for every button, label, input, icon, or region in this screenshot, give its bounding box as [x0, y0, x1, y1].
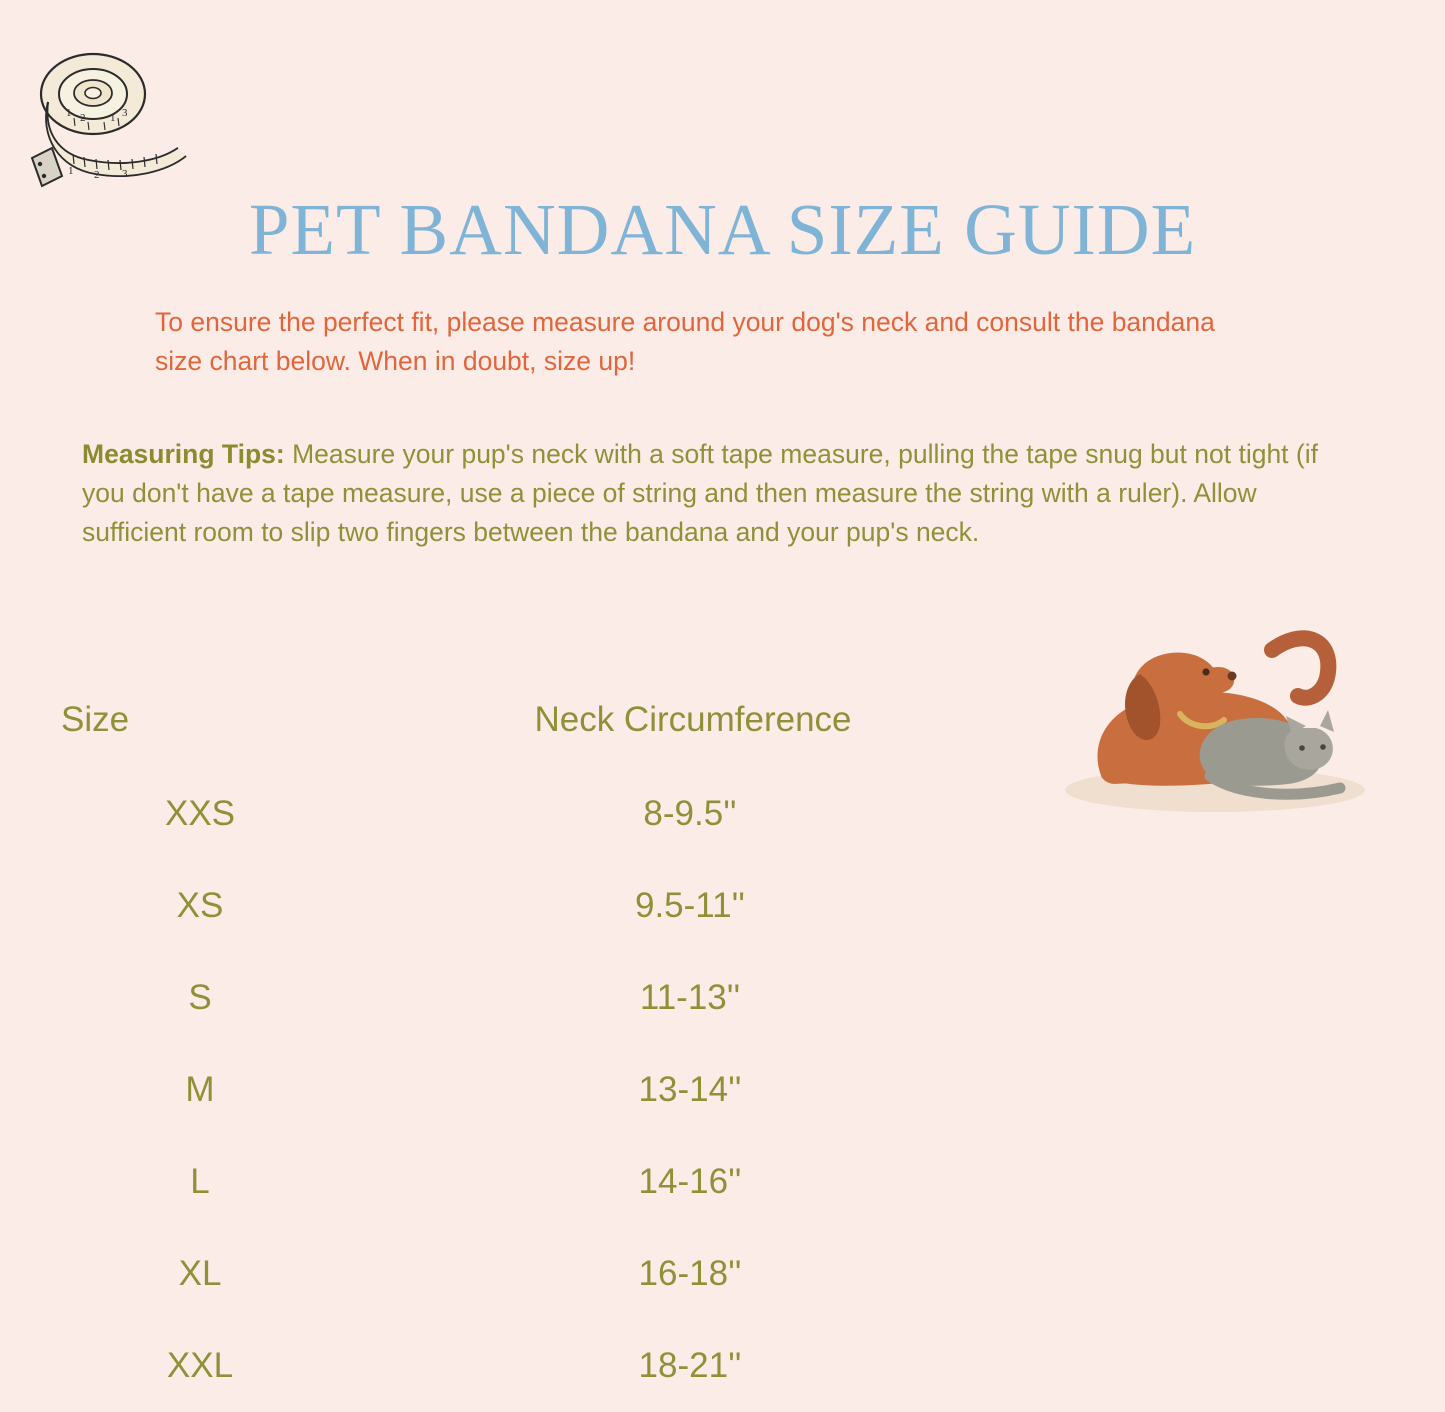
- table-row: [55, 1136, 1035, 1228]
- header-neck-circumference: Neck Circumference: [534, 700, 852, 739]
- svg-text:1: 1: [68, 165, 74, 177]
- cell-size: XL: [178, 1254, 222, 1293]
- cell-size: XXS: [164, 794, 236, 833]
- cell-size: XS: [176, 886, 224, 925]
- cell-size: S: [188, 978, 212, 1017]
- table-row: [55, 1044, 1035, 1136]
- cell-size: XXL: [166, 1346, 234, 1385]
- table-row: [55, 768, 1035, 860]
- svg-text:3: 3: [122, 107, 128, 119]
- svg-text:1: 1: [110, 112, 116, 124]
- cell-size: M: [185, 1070, 215, 1109]
- tape-measure-icon: [18, 36, 198, 191]
- svg-text:1: 1: [66, 107, 72, 119]
- cell-neck: 18-21'': [638, 1346, 742, 1385]
- table-row: [55, 1228, 1035, 1320]
- svg-text:2: 2: [94, 169, 100, 181]
- intro-text: To ensure the perfect fit, please measure around your dog's neck and consult the bandana size chart below. When in doubt, size up!: [155, 307, 1215, 377]
- cell-neck: 8-9.5'': [643, 794, 737, 833]
- table-header-row: [55, 672, 1035, 768]
- svg-text:3: 3: [122, 168, 128, 180]
- cell-neck: 9.5-11'': [634, 886, 745, 925]
- table-row: [55, 860, 1035, 952]
- header-size: Size: [61, 700, 130, 739]
- cell-neck: 13-14'': [638, 1070, 742, 1109]
- dog-and-cat-illustration: [1040, 610, 1380, 820]
- cell-size: L: [190, 1162, 210, 1201]
- cell-neck: 16-18'': [638, 1254, 742, 1293]
- cell-neck: 11-13'': [639, 978, 741, 1017]
- measuring-tips-text: Measure your pup's neck with a soft tape measure, pulling the tape snug but not tight (if you don't have a tape measure, use a piece of string and then measure the string with a ruler). Allow sufficient room to slip two fingers between the bandana and your pup's neck.: [82, 439, 1318, 548]
- cell-neck: 14-16'': [638, 1162, 742, 1201]
- measuring-tips: [82, 435, 1367, 553]
- page-title: PET BANDANA SIZE GUIDE: [248, 189, 1197, 270]
- size-table: [55, 672, 1035, 1412]
- svg-text:2: 2: [80, 112, 86, 124]
- table-row: [55, 1320, 1035, 1412]
- measuring-tips-label: Measuring Tips:: [82, 439, 285, 469]
- table-row: [55, 952, 1035, 1044]
